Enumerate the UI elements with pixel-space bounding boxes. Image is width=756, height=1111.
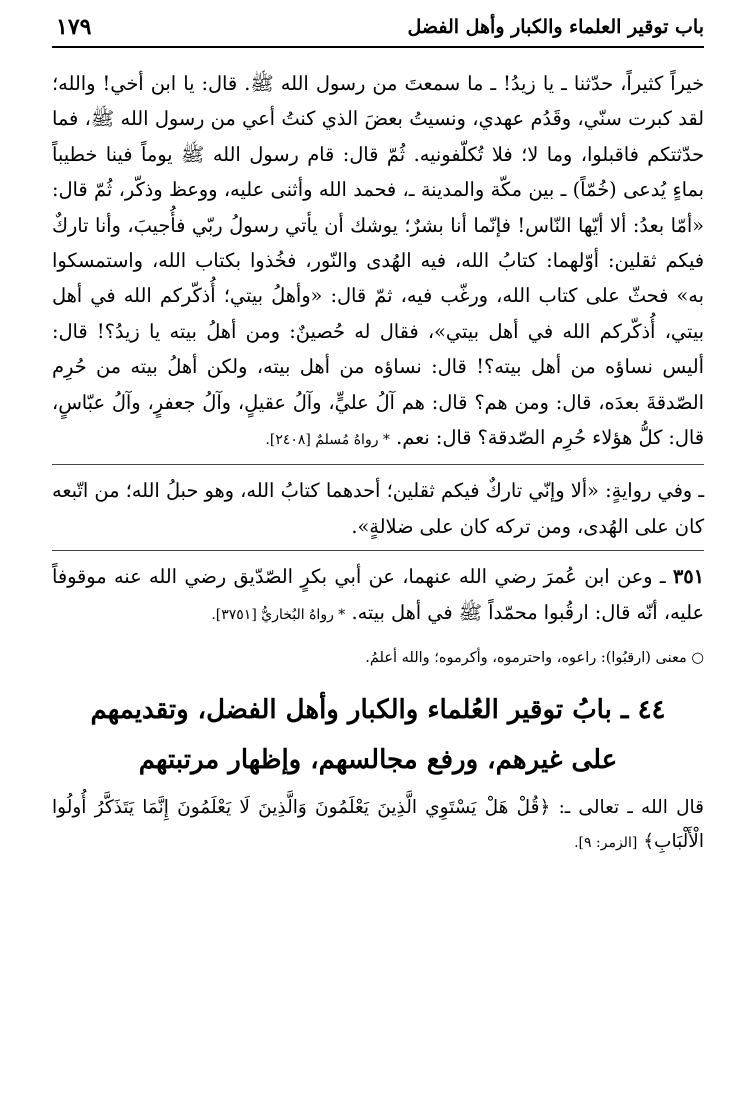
quran-verse-paragraph (52, 791, 704, 860)
page-content (52, 66, 704, 860)
hadith-text: خيراً كثيراً، حدّثنا ـ يا زيدُ! ـ ما سمعتَ من رسول الله ﷺ. قال: يا ابن أخي! والله؛ لقد كبرت سنّي، وقَدُم عهدي، ونسيتُ بعضَ الذي كنتُ أعي من رسول الله ﷺ، فما حدّثتكم فاقبلوا، وما لا؛ فلا تُكلّفونيه. ثُمّ قال: قام رسول الله ﷺ يوماً فينا خطيباً بماءٍ يُدعى (خُمّاً) ـ بين مكّة والمدينة ـ، فحمد الله وأثنى عليه، ووعظ وذكّر، ثُمّ قال: «أمّا بعدُ: ألا أيّها النّاس! فإنّما أنا بشرٌ؛ يوشك أن يأتي رسولُ ربّي فأُجيبَ، وأنا تاركٌ فيكم ثقلين: أوّلهما: كتابُ الله، فيه الهُدى والنّور، فخُذوا بكتاب الله، واستمسكوا به» فحثّ على كتاب الله، ورغّب فيه، ثمّ قال: «وأهلُ بيتي؛ أُذكّركم الله في أهل بيتي، أُذكّركم الله في أهل بيتي»، فقال له حُصينٌ: ومن أهلُ بيته يا زيدُ؟! قال: أليس نساؤه من أهل بيته؟! قال: نساؤه من أهل بيته، ولكن أهلُ بيته من حُرِم الصّدقةَ بعدَه، قال: ومن هم؟ قال: هم آلُ عليٍّ، وآلُ عقيلٍ، وآلُ جعفرٍ، وآلُ عبّاسٍ، قال: كلُّ هؤلاء حُرِم الصّدقة؟ قال: نعم. (52, 72, 704, 450)
chapter-title (52, 685, 704, 785)
hadith-text: ـ وعن ابن عُمرَ رضي الله عنهما، عن أبي بكرٍ الصّدّيق رضي الله عنه موقوفاً عليه، أنّه قال: ارقُبوا محمّداً ﷺ في أهل بيته. (52, 565, 704, 624)
hadith-paragraph (52, 66, 704, 458)
chapter-title-line: على غيرهم، ورفع مجالسهم، وإظهار مرتبتهم (138, 745, 618, 776)
page-header (52, 14, 704, 48)
verse-intro: قال الله ـ تعالى ـ: (558, 797, 704, 819)
verse-text: ﴿قُلْ هَلْ يَسْتَوِي الَّذِينَ يَعْلَمُونَ وَالَّذِينَ لَا يَعْلَمُونَ إِنَّمَا يَتَذَكَّرُ أُولُوا الْأَلْبَابِ﴾ (52, 797, 704, 853)
footnote: ○ معنى (ارقبُوا): راعوه، واحترموه، وأكرموه؛ والله أعلمُ. (365, 650, 704, 667)
book-page (52, 14, 704, 1091)
hadith-number: ٣٥١ (672, 565, 704, 589)
hadith-reference: * رواهُ مُسلمٌ [٢٤٠٨]. (265, 432, 390, 449)
divider (52, 464, 704, 465)
chapter-title-line: ٤٤ ـ بابُ توقير العُلماء والكبار وأهل الفضل، وتقديمهم (90, 695, 666, 726)
divider (52, 550, 704, 551)
narration-paragraph: ـ وفي روايةٍ: «ألا وإنّي تاركٌ فيكم ثقلين؛ أحدهما كتابُ الله، وهو حبلُ الله؛ من اتّبعه كان على الهُدى، ومن تركه كان على ضلالةٍ». (52, 479, 704, 538)
running-title: باب توقير العلماء والكبار وأهل الفضل (407, 16, 704, 38)
hadith-reference: * رواهُ البُخاريُّ [٣٧٥١]. (211, 606, 346, 623)
page-number: ١٧٩ (56, 14, 92, 40)
hadith-paragraph (52, 559, 704, 633)
verse-reference: [الزمر: ٩]. (574, 835, 638, 852)
